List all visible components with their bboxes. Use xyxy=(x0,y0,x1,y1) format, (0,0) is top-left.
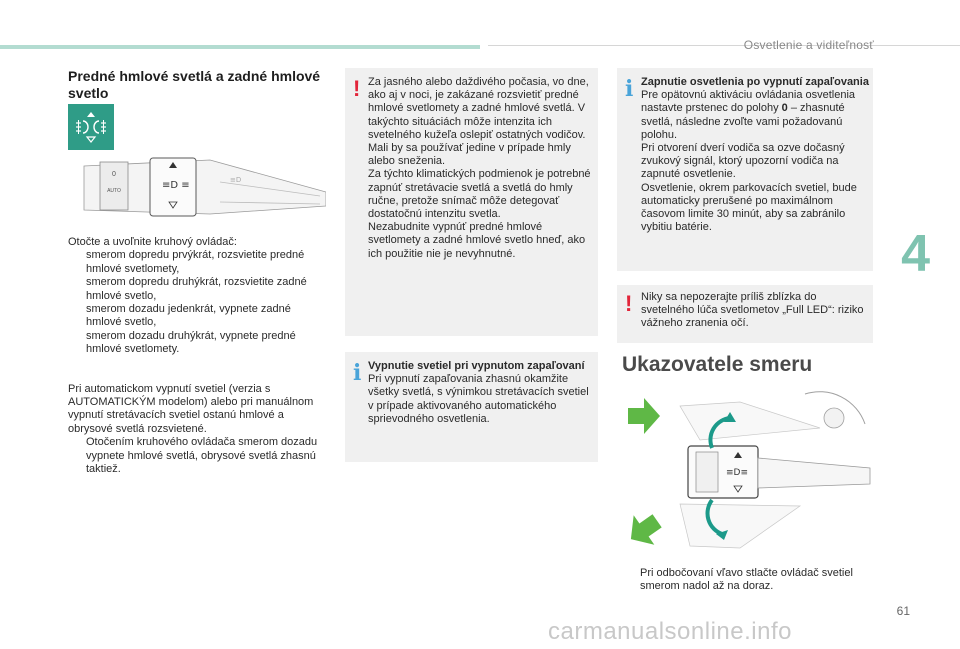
list-item: smerom dozadu druhýkrát, vypnete predné hmlové svetlomety. xyxy=(68,330,326,357)
bullet-marker xyxy=(68,276,86,303)
page-number: 61 xyxy=(896,604,910,618)
list-item: smerom dozadu jedenkrát, vypnete zadné hmlové svetlo, xyxy=(68,303,326,330)
chapter-title: Osvetlenie a viditeľnosť xyxy=(743,38,874,52)
warning-text: Za týchto klimatických podmienok je potrebné zapnúť stretávacie svetlá a svetlá do hmly ručne, pretože snímač môže detegovať dostatočnú intenzitu svetla. xyxy=(368,168,591,221)
warning-icon: ! xyxy=(353,76,361,101)
warning-box-led xyxy=(617,285,873,343)
arrow-down-left-icon xyxy=(621,506,668,554)
info-icon: i xyxy=(353,360,362,386)
bullet-marker xyxy=(622,567,640,594)
header-rule-accent xyxy=(0,45,480,49)
list-item: smerom dopredu druhýkrát, rozsvietite zadné hmlové svetlo, xyxy=(68,276,326,303)
header-rule xyxy=(488,45,960,46)
fog-instructions xyxy=(68,236,326,477)
fog-section-title: Predné hmlové svetlá a zadné hmlové svetlo xyxy=(68,68,321,101)
list-item: Pri odbočovaní vľavo stlačte ovládač svetiel smerom nadol až na doraz. xyxy=(622,567,884,594)
warning-text: Niky sa nepozerajte príliš zblízka do svetelného lúča svetlometov „Full LED“: riziko vážneho zranenia očí. xyxy=(641,291,864,330)
arrow-up-right-icon xyxy=(628,398,660,434)
svg-text:0: 0 xyxy=(112,171,116,178)
fog-intro: Otočte a uvoľnite kruhový ovládač: xyxy=(68,236,237,248)
list-item: Otočením kruhového ovládača smerom dozadu vypnete hmlové svetlá, obrysové svetlá zhasnú taktiež. xyxy=(68,436,326,476)
bullet-marker xyxy=(68,249,86,276)
warning-icon: ! xyxy=(625,291,633,316)
turn-instruction xyxy=(622,567,884,594)
info-title: Vypnutie svetiel pri vypnutom zapaľovaní xyxy=(368,360,585,372)
chapter-number: 4 xyxy=(901,225,930,283)
bullet-marker xyxy=(68,330,86,357)
info-box-lights-off xyxy=(345,352,598,462)
svg-text:≡D ≡: ≡D ≡ xyxy=(162,180,190,191)
svg-text:≡D≡: ≡D≡ xyxy=(726,468,749,478)
bullet-marker xyxy=(68,303,86,330)
info-text: Pri otvorení dverí vodiča sa ozve dočasný zvukový signál, ktorý upozorní vodiča na zapnuté osvetlenie. xyxy=(641,142,845,181)
svg-text:≡D: ≡D xyxy=(230,176,242,184)
info-box-lights-on xyxy=(617,68,873,271)
turn-signals-title: Ukazovatele smeru xyxy=(622,353,813,376)
light-stalk-illustration xyxy=(80,152,326,224)
info-icon: i xyxy=(625,76,634,102)
fog-lights-icon xyxy=(68,104,114,150)
stalk-auto-label: AUTO xyxy=(107,188,121,194)
list-item: smerom dopredu prvýkrát, rozsvietite predné hmlové svetlomety, xyxy=(68,249,326,276)
auto-paragraph: Pri automatickom vypnutí svetiel (verzia s AUTOMATICKÝM modelom) alebo pri manuálnom vypnutí stretávacích svetiel ostanú hmlové a obrysové svetlá rozsvietené. xyxy=(68,382,314,435)
info-text: Pri vypnutí zapaľovania zhasnú okamžite všetky svetlá, s výnimkou stretávacích svetiel v prípade aktivovaného automatického sprievodného osvetlenia. xyxy=(368,373,589,425)
warning-text: Za jasného alebo daždivého počasia, vo dne, ako aj v noci, je zakázané rozsvietiť predné hmlové svetlomety a zadné hmlové svetlá. V takýchto situáciách môže intenzita ich svetelného kužeľa oslepiť ostatných vodičov. Mali by sa používať jedine v prípade hmly alebo sneženia. xyxy=(368,76,589,168)
warning-box-fog xyxy=(345,68,598,336)
turn-signal-illustration xyxy=(620,388,882,558)
info-title: Zapnutie osvetlenia po vypnutí zapaľovania xyxy=(641,76,869,88)
info-text: Osvetlenie, okrem parkovacích svetiel, bude automaticky prerušené po maximálnom časovom limite 30 minút, aby sa zabránilo vybitiu batérie. xyxy=(641,181,857,234)
bullet-marker xyxy=(68,436,86,476)
watermark: carmanualsonline.info xyxy=(548,618,792,645)
warning-text: Nezabudnite vypnúť predné hmlové svetlomety a zadné hmlové svetlo hneď, ako ich použitie nie je nevyhnutné. xyxy=(368,221,586,260)
info-text: Pre opätovnú aktiváciu ovládania osvetlenia nastavte prstenec do polohy 0 – zhasnuté svetlá, následne zvoľte vami požadovanú polohu. xyxy=(641,89,856,141)
